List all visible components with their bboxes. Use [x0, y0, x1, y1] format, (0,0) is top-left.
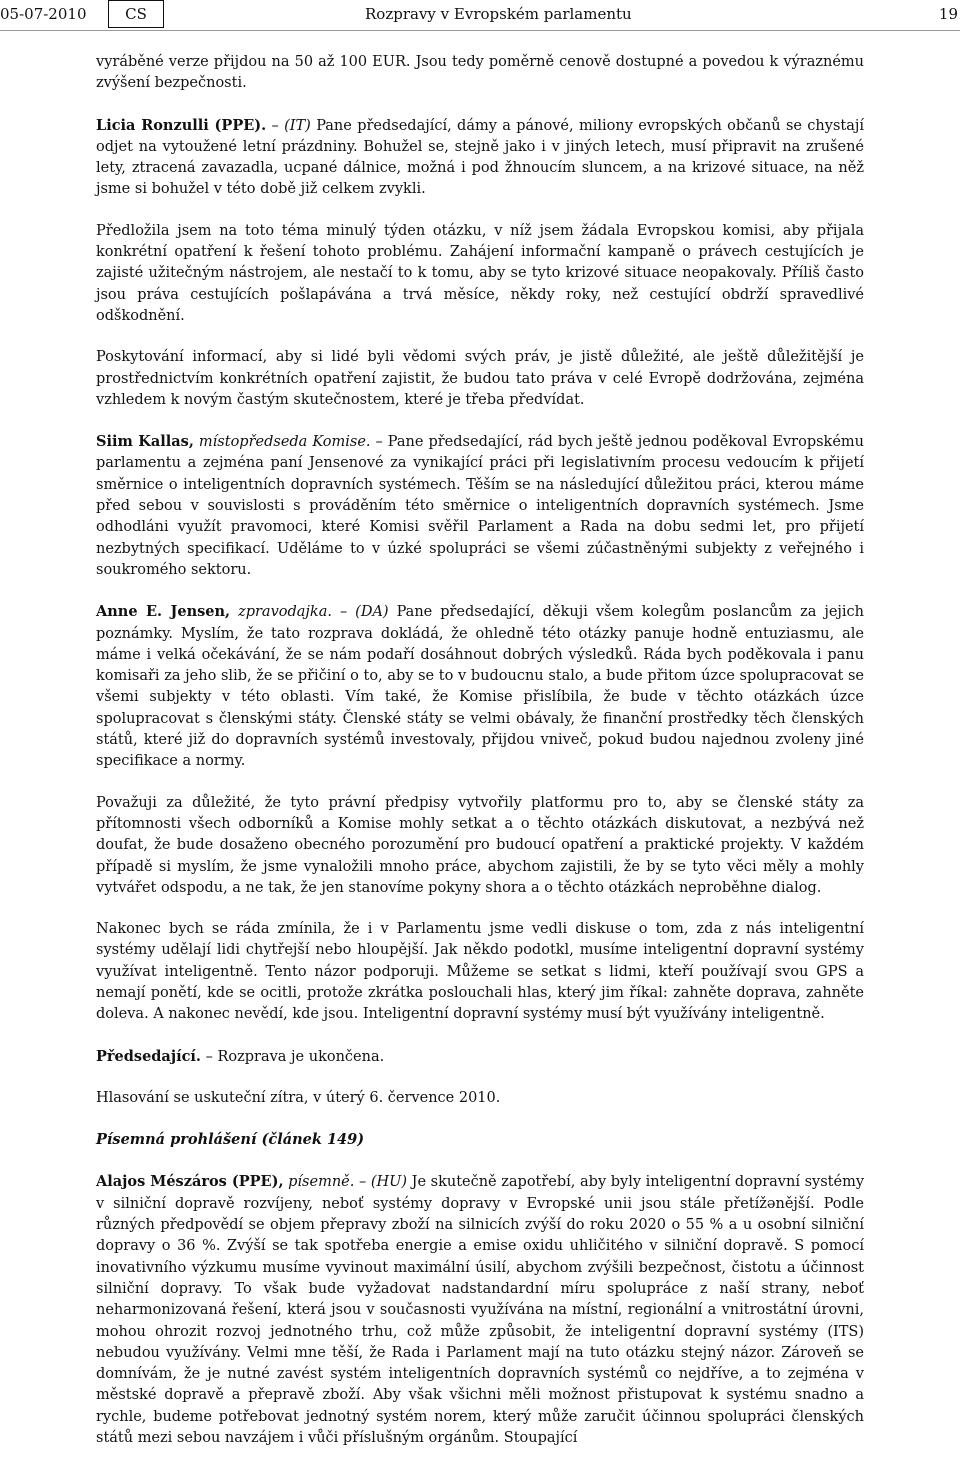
paragraph-text: Nakonec bych se ráda zmínila, že i v Parlamentu jsme vedli diskuse o tom, zda z nás inteligentní systémy udělají lidi chytřejší nebo hloupější. Jak někdo podotkl, musíme inteligentní dopravní systémy využívat inteligentně. Tento názor podporuji. Můžeme se setkat s lidmi, kteří používají svou GPS a nemají ponětí, kde se ocitli, protože zkrátka poslouchali hlas, který jim říkal: zahněte doprava, zahněte doleva. A nakonec nevědí, kde jsou. Inteligentní dopravní systémy musí být využívány inteligentně. — [96, 921, 864, 1023]
language-tag: (DA) — [355, 604, 389, 621]
language-code-box: CS — [108, 0, 164, 28]
paragraph-meszaros: Alajos Mészáros (PPE), písemně. – (HU) Je skutečně zapotřebí, aby byly inteligentní dopravní systémy v silniční dopravě rozvíjeny, neboť systémy dopravy v Evropské unii jsou stále přetížənější. Podle různých předpovědí se objem přepravy zboží na silnicích zvýší do roku 2020 o 55 % a u osobní silniční dopravy o 36 %. Zvýší se tak spotřeba energie a emise oxidu uhličitého v silniční dopravě. S pomocí inovativního výzkumu musíme vyvinout maximální úsilí, abychom zvýšili bezpečnost, čistotu a účinnost silniční dopravy. To však bude vyžadovat nadstandardní míru spolupráce z naší strany, neboť neharmonizovaná řešení, která jsou v současnosti využívána na místní, regionální a vnitrostátní úrovni, mohou ohrozit rozvoj jednotného trhu, což může způsobit, že inteligentní dopravní systémy (ITS) nebudou využívány. Velmi mne těší, že Rada i Parlament mají na tuto otázku stejný názor. Zároveň se domnívám, že je nutné zavést systém inteligentních dopravních systémů co nejdříve, a to zejména v městské dopravě a přepravě zboží. Aby však všichni měli možnost přistupovat k systému snadno a rychle, budeme potřebovat jednotný systém norem, který může zaručit účinnou spolupráci členských států mezi sebou navzájem i vůči příslušným orgánům. Stoupající — [96, 1173, 865, 1447]
header-date: 05-07-2010 — [0, 5, 87, 23]
page-header — [0, 0, 960, 31]
speaker-name: Anne E. Jensen, — [96, 603, 231, 621]
speaker-name: Licia Ronzulli (PPE). — [96, 116, 267, 134]
language-tag: (IT) — [284, 117, 311, 134]
section-heading — [96, 1129, 864, 1151]
paragraph-text: Je skutečně zapotřebí, aby byly inteligentní dopravní systémy v silniční dopravě rozvíjeny, neboť systémy dopravy v Evropské unii jsou stále přetížənější. Podle různých předpovědí se objem přepravy zboží na silnicích zvýší do roku 2020 o 55 % a u osobní silniční dopravy o 36 %. Zvýší se tak spotřeba energie a emise oxidu uhličitého v silniční dopravě. S pomocí inovativního výzkumu musíme vyvinout maximální úsilí, abychom zvýšili bezpečnost, čistotu a účinnost silniční dopravy. To však bude vyžadovat nadstandardní míru spolupráce z naší strany, neboť neharmonizovaná řešení, která jsou v současnosti využívána na místní, regionální a vnitrostátní úrovni, mohou ohrozit rozvoj jednotného trhu, což může způsobit, že inteligentní dopravní systémy (ITS) nebudou využívány. Velmi mne těší, že Rada i Parlament mají na tuto otázku stejný názor. Zároveň se domnívám, že je nutné zavést systém inteligentních dopravních systémů co nejdříve, a to zejména v městské dopravě a přepravě zboží. Aby však všichni měli možnost přistupovat k systému snadno a rychle, budeme potřebovat jednotný systém norem, který může zaručit účinnou spolupráci členských států mezi sebou navzájem i vůči příslušným orgánům. Stoupající — [96, 1174, 865, 1447]
paragraph-7 — [96, 793, 864, 899]
header-title: Rozpravy v Evropském parlamentu — [365, 5, 632, 23]
paragraph-text: Poskytování informací, aby si lidé byli vědomi svých práv, je jistě důležité, ale ještě důležitější je prostřednictvím konkrétních opatření zajistit, že budou tato práva v celé Evropě dodržována, zejména vzhledem k novým častým skutečnostem, které je třeba předvídat. — [96, 349, 864, 408]
paragraph-text: Pane předsedající, dámy a pánové, miliony evropských občanů se chystají odjet na vytoužené letní prázdniny. Bohužel se, stejně jako i v jiných letech, musí připravit na zrušené lety, ztracená zavazadla, ucpané dálnice, možná i pod žhnoucím sluncem, a na krizové situace, na něž jsme si bohužel v této době již celkem zvykli. — [96, 117, 865, 198]
paragraph-jensen: Anne E. Jensen, zpravodajka. – (DA) Pane předsedající, děkuji všem kolegům poslancům za jejich poznámky. Myslím, že tato rozprava dokládá, že ohledně této otázky panuje hodně entuziasmu, ale máme i velká očekávání, že se nám podaří dosáhnout dobrých výsledků. Ráda bych poděkovala i panu komisaři za jeho slib, že se přičiní o to, aby se to v budoucnu stalo, a bude přitom úzce spolupracovat se všemi subjekty v této oblasti. Vím také, že Komise přislíbila, že bude v těchto otázkách úzce spolupracovat s členskými státy. Členské státy se velmi obávaly, že finanční prostředky těch členských států, které již do dopravních systémů investovaly, přijdou vniveč, pokud budou najednou zvoleny jiné specifikace a normy. — [96, 603, 865, 770]
paragraph-text: Hlasování se uskuteční zítra, v úterý 6. července 2010. — [96, 1089, 501, 1106]
document-body — [96, 52, 864, 1469]
page-number: 19 — [938, 5, 958, 23]
paragraph-vote — [96, 1088, 864, 1109]
paragraph-chair — [96, 1046, 864, 1068]
speaker-role: písemně. — [288, 1174, 355, 1191]
paragraph-1 — [96, 52, 864, 95]
speaker-role: zpravodajka. — [238, 604, 332, 621]
paragraph-text: Pane předsedající, děkuji všem kolegům poslancům za jejich poznámky. Myslím, že tato rozprava dokládá, že ohledně této otázky panuje hodně entuziasmu, ale máme i velká očekávání, že se nám podaří dosáhnout dobrých výsledků. Ráda bych poděkovala i panu komisaři za jeho slib, že se přičiní o to, aby se to v budoucnu stalo, a bude přitom úzce spolupracovat se všemi subjekty v této oblasti. Vím také, že Komise přislíbila, že bude v těchto otázkách úzce spolupracovat s členskými státy. Členské státy se velmi obávaly, že finanční prostředky těch členských států, které již do dopravních systémů investovaly, přijdou vniveč, pokud budou najednou zvoleny jiné specifikace a normy. — [96, 604, 865, 770]
language-tag: (HU) — [370, 1174, 408, 1191]
paragraph-kallas: Siim Kallas, místopředseda Komise. – Pane předsedající, rád bych ještě jednou poděkoval Evropskému parlamentu a zejména paní Jensenové za vynikající práci při legislativním procesu vedoucím k přijetí směrnice o inteligentních dopravních systémech. Těším se na následující důležitou práci, kterou máme před sebou v souvislosti s prováděním této směrnice o inteligentních dopravních systémech. Jsme odhodláni využít pravomoci, které Komisi svěřil Parlament a Rada na dobu sedmi let, pro přijetí nezbytných specifikací. Uděláme to v úzké spolupráci se všemi zúčastněnými subjekty z veřejného i soukromého sektoru. — [96, 433, 865, 578]
paragraph-4 — [96, 347, 864, 411]
speaker-name: Siim Kallas, — [96, 433, 194, 451]
paragraph-3 — [96, 221, 864, 327]
speaker-name: Předsedající. — [96, 1047, 201, 1065]
speaker-role: místopředseda Komise. — [198, 434, 371, 451]
paragraph-text: – Rozprava je ukončena. — [205, 1048, 385, 1065]
section-heading-text: Písemná prohlášení (článek 149) — [96, 1131, 365, 1149]
paragraph-text: vyráběné verze přijdou na 50 až 100 EUR. Jsou tedy poměrně cenově dostupné a povedou k výraznému zvýšení bezpečnosti. — [96, 54, 864, 92]
paragraph-text: Pane předsedající, rád bych ještě jednou poděkoval Evropskému parlamentu a zejména paní Jensenové za vynikající práci při legislativním procesu vedoucím k přijetí směrnice o inteligentních dopravních systémech. Těším se na následující důležitou práci, kterou máme před sebou v souvislosti s prováděním této směrnice o inteligentních dopravních systémech. Jsme odhodláni využít pravomoci, které Komisi svěřil Parlament a Rada na dobu sedmi let, pro přijetí nezbytných specifikací. Uděláme to v úzké spolupráci se všemi zúčastněnými subjekty z veřejného i soukromého sektoru. — [96, 434, 865, 578]
speaker-name: Alajos Mészáros (PPE), — [96, 1173, 284, 1191]
paragraph-text: Předložila jsem na toto téma minulý týden otázku, v níž jsem žádala Evropskou komisi, aby přijala konkrétní opatření k řešení tohoto problému. Zahájení informační kampaně o právech cestujících je zajisté užitečným nástrojem, ale nestačí to k tomu, aby se tyto krizové situace neopakovaly. Příliš často jsou práva cestujících pošlapávána a trvá měsíce, někdy roky, než cestující obdrží spravedlivé odškodnění. — [96, 222, 864, 324]
paragraph-8 — [96, 919, 864, 1025]
paragraph-text: Považuji za důležité, že tyto právní předpisy vytvořily platformu pro to, aby se členské státy za přítomnosti všech odborníků a Komise mohly setkat a o těchto otázkách diskutovat, a nezbývá než doufat, že bude dosaženo obecného porozumění pro budoucí opatření a praktické projekty. V každém případě si myslím, že jsme vynaložili mnoho práce, abychom zajistili, že by se tyto věci měly a mohly vytvářet odspodu, a ne tak, že jen stanovíme pokyny shora a o těchto otázkách neproběhne dialog. — [96, 794, 864, 896]
paragraph-ronzulli: Licia Ronzulli (PPE). – (IT) Pane předsedající, dámy a pánové, miliony evropských občanů se chystají odjet na vytoužené letní prázdniny. Bohužel se, stejně jako i v jiných letech, musí připravit na zrušené lety, ztracená zavazadla, ucpané dálnice, možná i pod žhnoucím sluncem, a na krizové situace, na něž jsme si bohužel v této době již celkem zvykli. — [96, 116, 865, 198]
